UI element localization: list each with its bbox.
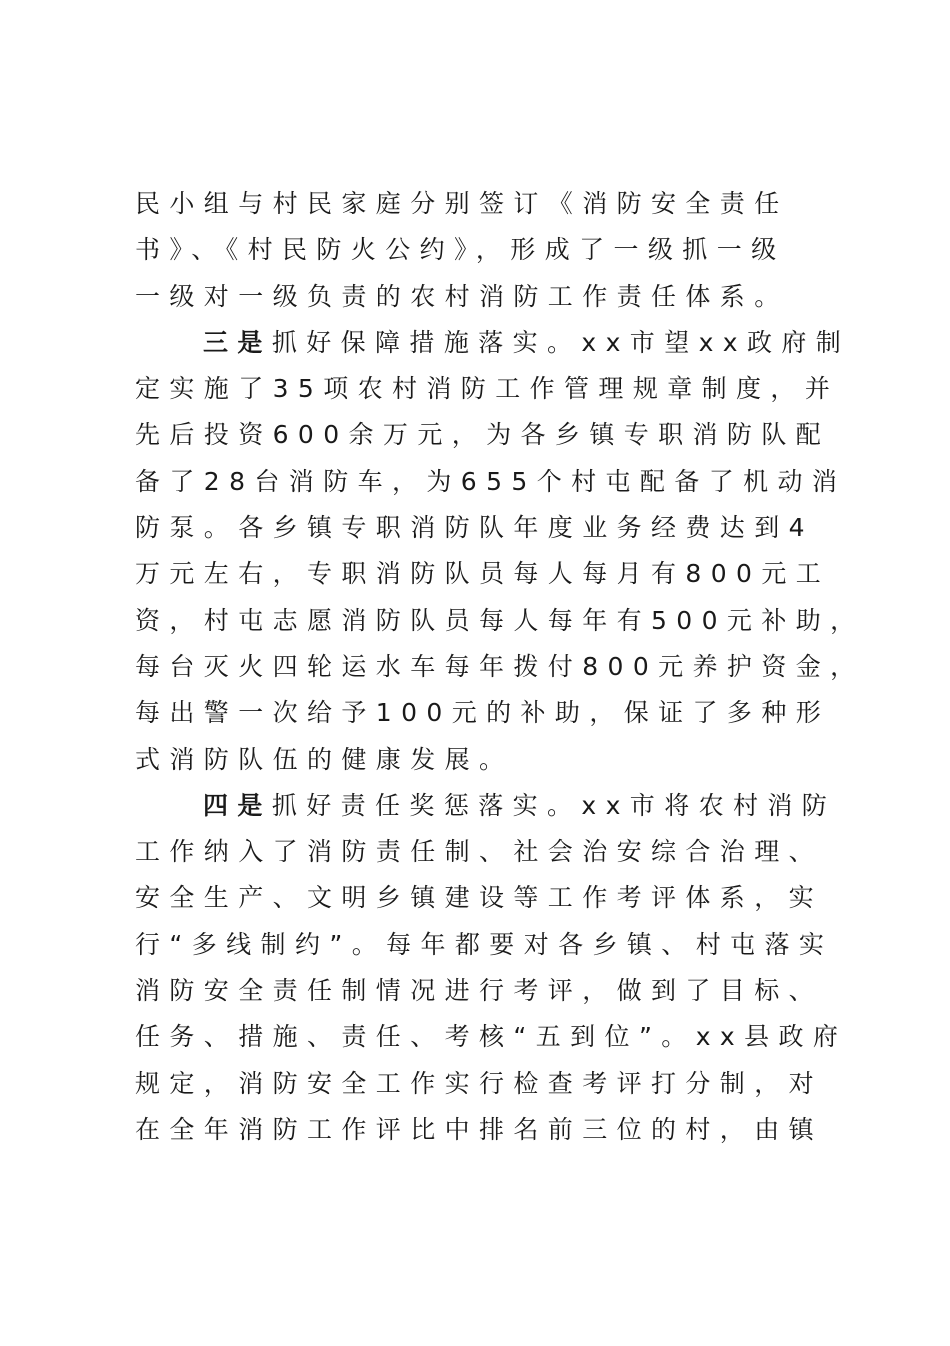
text-line: [135, 181, 835, 227]
line-text: 定实施了35项农村消防工作管理规章制度，并: [135, 374, 840, 404]
paragraph-lead: 四是: [203, 790, 272, 820]
text-line: [135, 598, 865, 644]
text-line: [135, 551, 835, 597]
line-text: 万元左右，专职消防队员每人每月有800元工: [135, 559, 831, 589]
line-text: 民小组与村民家庭分别签订《消防安全责任: [135, 189, 789, 218]
text-line: [135, 922, 835, 968]
text-line: [135, 412, 835, 458]
line-text: 书》、《村民防火公约》，形成了一级抓一级: [135, 235, 786, 265]
text-line: [135, 227, 835, 273]
text-line: [135, 968, 835, 1014]
line-text: 安全生产、文明乡镇建设等工作考评体系，实: [135, 883, 824, 913]
line-text: 防泵。各乡镇专职消防队年度业务经费达到4: [135, 513, 814, 543]
text-line: [135, 783, 835, 829]
line-text: 每出警一次给予100元的补助，保证了多种形: [135, 698, 831, 728]
text-line: [135, 274, 835, 320]
line-text: 每台灭火四轮运水车每年拨付800元养护资金，: [135, 651, 865, 681]
line-text: 消防安全责任制情况进行考评，做到了目标、: [135, 976, 824, 1006]
line-text: 一级对一级负责的农村消防工作责任体系。: [135, 281, 789, 311]
text-line: [135, 1107, 835, 1153]
paragraph-lead: 三是: [203, 327, 272, 357]
line-text: 备了28台消防车，为655个村屯配备了机动消: [135, 466, 847, 496]
text-line: [135, 1061, 835, 1107]
text-line: [135, 644, 865, 690]
text-line: [135, 690, 835, 736]
line-text: 式消防队伍的健康发展。: [135, 744, 514, 774]
line-text: 先后投资600余万元，为各乡镇专职消防队配: [135, 420, 831, 450]
line-text: 工作纳入了消防责任制、社会治安综合治理、: [135, 837, 824, 867]
text-line: [135, 459, 847, 505]
text-line: [135, 829, 835, 875]
line-text: 行“多线制约”。每年都要对各乡镇、村屯落实: [135, 929, 834, 959]
text-line: [135, 737, 835, 783]
text-line: [135, 366, 840, 412]
body-text: [135, 181, 865, 1153]
line-text: 在全年消防工作评比中排名前三位的村，由镇: [135, 1114, 824, 1144]
text-line: [135, 1014, 848, 1060]
text-line: [135, 875, 835, 921]
line-text: 抓好保障措施落实。xx市望xx政府制: [271, 327, 851, 357]
line-text: 规定，消防安全工作实行检查考评打分制，对: [135, 1068, 824, 1098]
text-line: [135, 320, 851, 366]
line-text: 抓好责任奖惩落实。xx市将农村消防: [271, 790, 837, 820]
line-text: 任务、措施、责任、考核“五到位”。xx县政府: [135, 1022, 848, 1052]
line-text: 资，村屯志愿消防队员每人每年有500元补助，: [135, 605, 865, 635]
text-line: [135, 505, 835, 551]
